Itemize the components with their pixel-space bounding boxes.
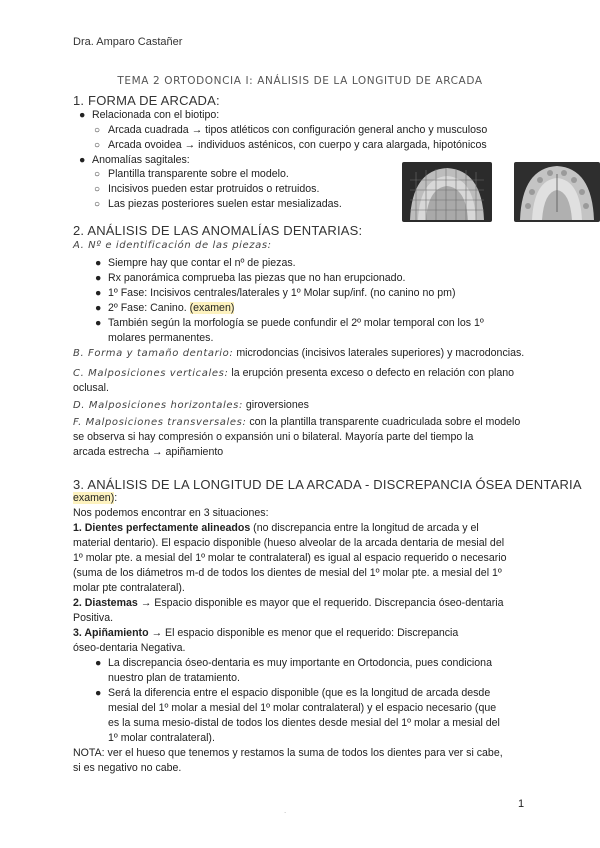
s1-sub-3: ○ Plantilla transparente sobre el modelo. xyxy=(94,168,289,180)
s3-p1-line-4: (suma de los diámetros m-d de todos los dientes de mesial del 1º molar pte. a mesial del 1º xyxy=(73,567,502,579)
s3-p2-line-2: Positiva. xyxy=(73,612,114,624)
bullet-icon: ● xyxy=(95,302,102,314)
s3-nota-line-2: si es negativo no cabe. xyxy=(73,762,182,774)
s1-bullet-2: ● Anomalías sagitales: xyxy=(79,154,190,166)
s2-a-item-3: ● 1º Fase: Incisivos centrales/laterales y 1º Molar sup/inf. (no canino no pm) xyxy=(95,287,456,299)
bullet-icon: ● xyxy=(95,317,102,329)
s1-sub-5: ○ Las piezas posteriores suelen estar mesializadas. xyxy=(94,198,342,210)
s3-exam-line: examen): xyxy=(73,492,118,504)
bullet-icon: ● xyxy=(95,257,102,269)
dental-model-photo-1 xyxy=(402,162,492,222)
section-3-heading: 3. ANÁLISIS DE LA LONGITUD DE LA ARCADA - DISCREPANCIA ÓSEA DENTARIA xyxy=(73,477,582,492)
circle-bullet-icon: ○ xyxy=(94,169,101,180)
s3-bullet-2-cont-1: mesial del 1º molar a mesial del 1º molar contralateral) y el espacio necesario (que xyxy=(108,702,497,714)
s2-c-line-2: oclusal. xyxy=(73,382,109,394)
s1-sub-1: ○ Arcada cuadrada → tipos atléticos con configuración general ancho y musculoso xyxy=(94,124,488,136)
s1-sub-2: ○ Arcada ovoidea → individuos asténicos, con cuerpo y cara alargada, hipotónicos xyxy=(94,139,487,151)
section-2-heading: 2. ANÁLISIS DE LAS ANOMALÍAS DENTARIAS: xyxy=(73,223,363,238)
s2-f-line: F. Malposiciones transversales: con la plantilla transparente cuadriculada sobre el modelo xyxy=(73,416,521,428)
s3-bullet-2-cont-3: 1º molar contralateral). xyxy=(108,732,215,744)
bullet-icon: ● xyxy=(95,687,102,699)
s3-bullet-1: ● La discrepancia óseo-dentaria es muy importante en Ortodoncia, pues condiciona xyxy=(95,657,492,669)
exam-highlight: (examen) xyxy=(189,302,235,314)
s2-c-line: C. Malposiciones verticales: la erupción presenta exceso o defecto en relación con plano xyxy=(73,367,515,379)
s2-a-item-2: ● Rx panorámica comprueba las piezas que no han erupcionado. xyxy=(95,272,406,284)
s3-p1-line-5: molar pte contralateral). xyxy=(73,582,185,594)
s2-f-line-3: arcada estrecha → apiñamiento xyxy=(73,446,224,458)
s3-p1-line-2: material dentario). El espacio disponible (hueso alveolar de la arcada dentaria de mesial del xyxy=(73,537,505,549)
s3-p3-line-2: óseo-dentaria Negativa. xyxy=(73,642,186,654)
s3-bullet-2-cont-2: es la suma mesio-distal de todos los dientes desde mesial del 1º molar a mesial del xyxy=(108,717,500,729)
page-title: TEMA 2 ORTODONCIA I: ANÁLISIS DE LA LONGITUD DE ARCADA xyxy=(117,75,483,87)
bullet-icon: ● xyxy=(79,109,86,121)
s2-f-line-2: se observa si hay compresión o expansión uni o bilateral. Mayoría parte del tiempo la xyxy=(73,431,474,443)
circle-bullet-icon: ○ xyxy=(94,184,101,195)
s2-a-item-5-cont: molares permanentes. xyxy=(108,332,214,344)
section-1-heading: 1. FORMA DE ARCADA: xyxy=(73,93,220,108)
s3-bullet-2: ● Será la diferencia entre el espacio disponible (que es la longitud de arcada desde xyxy=(95,687,491,699)
s1-sub-4: ○ Incisivos pueden estar protruidos o retruidos. xyxy=(94,183,320,195)
s3-p2-line-1: 2. Diastemas → Espacio disponible es mayor que el requerido. Discrepancia óseo-dentaria xyxy=(73,597,504,609)
s2-a-item-4: ● 2º Fase: Canino. (examen) xyxy=(95,302,235,314)
bullet-icon: ● xyxy=(95,272,102,284)
circle-bullet-icon: ○ xyxy=(94,140,101,151)
footer-dot: . xyxy=(284,806,287,815)
s2-a-item-1: ● Siempre hay que contar el nº de piezas. xyxy=(95,257,296,269)
bullet-icon: ● xyxy=(95,287,102,299)
s1-bullet-1: ● Relacionada con el biotipo: xyxy=(79,109,220,121)
s3-p3-line-1: 3. Apiñamiento → El espacio disponible es menor que el requerido: Discrepancia xyxy=(73,627,459,639)
dental-model-photo-2 xyxy=(514,162,600,222)
header-author: Dra. Amparo Castañer xyxy=(73,36,183,48)
circle-bullet-icon: ○ xyxy=(94,199,101,210)
s2-d-line: D. Malposiciones horizontales: giroversiones xyxy=(73,399,309,411)
page-number: 1 xyxy=(518,798,525,810)
s2-b-line: B. Forma y tamaño dentario: microdoncias (incisivos laterales superiores) y macrodoncias. xyxy=(73,347,525,359)
s3-intro: Nos podemos encontrar en 3 situaciones: xyxy=(73,507,269,519)
bullet-icon: ● xyxy=(79,154,86,166)
s3-p1-line-3: 1º molar pte. a mesial del 1º molar te contralateral) es igual al espacio requerido o necesario xyxy=(73,552,507,564)
s3-bullet-1-cont: nuestro plan de tratamiento. xyxy=(108,672,240,684)
bullet-icon: ● xyxy=(95,657,102,669)
s2-a-item-5: ● También según la morfología se puede confundir el 2º molar temporal con los 1º xyxy=(95,317,484,329)
s2-a-label: A. Nº e identificación de las piezas: xyxy=(73,240,272,251)
s3-p1-line-1: 1. Dientes perfectamente alineados (no discrepancia entre la longitud de arcada y el xyxy=(73,522,479,534)
circle-bullet-icon: ○ xyxy=(94,125,101,136)
exam-highlight: examen) xyxy=(73,492,115,504)
s3-nota-line-1: NOTA: ver el hueso que tenemos y restamos la suma de todos los dientes para ver si cabe, xyxy=(73,747,503,759)
